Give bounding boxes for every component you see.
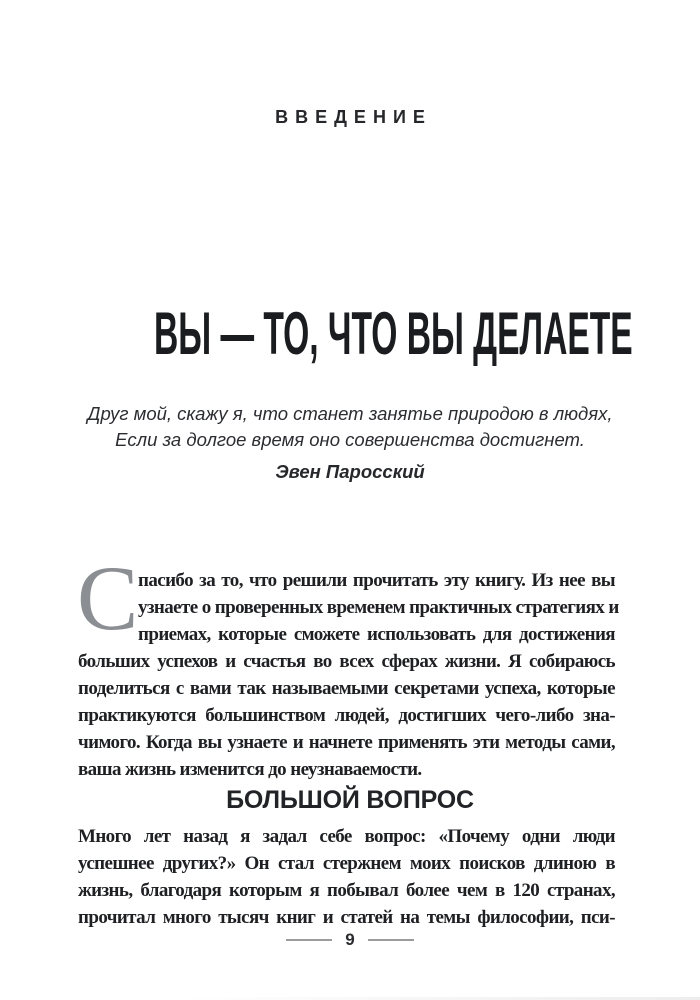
paragraph-line: жизнь, благодаря которым я побывал более чем в 120 странах, [78,880,615,901]
intro-paragraph [78,567,619,783]
paragraph-line: пасибо за то, что решили прочитать эту книгу. Из нее вы [138,570,615,591]
paragraph-line: прочитал много тысяч книг и статей на темы философии, пси- [78,907,615,928]
epigraph-line: Если за долгое время оно совершенства достигнет. [115,428,585,450]
footer-rule-right [368,939,414,941]
epigraph-attribution: Эвен Паросский [275,461,425,482]
paragraph-line: поделиться с вами так называемыми секретами успеха, которые [78,678,615,699]
paragraph-line: чимого. Когда вы узнаете и начнете применять эти методы сами, [78,732,615,753]
chapter-title: ВЫ — ТО, ЧТО ВЫ ДЕЛАЕТЕ [154,300,633,367]
paragraph-line: Много лет назад я задал себе вопрос: «Почему одни люди [78,826,615,847]
epigraph-line: Друг мой, скажу я, что станет занятье природою в людях, [87,403,613,424]
section-heading: БОЛЬШОЙ ВОПРОС [226,786,474,814]
paragraph-line: практикуются большинством людей, достигших чего-либо зна- [78,705,615,726]
epigraph [0,401,700,452]
question-paragraph [78,823,615,931]
paragraph-line: ваша жизнь изменится до неузнаваемости. [78,759,422,780]
page-number: 9 [345,930,355,949]
chapter-kicker: ВВЕДЕНИЕ [275,107,432,127]
paragraph-line: успешнее других?» Он стал стержнем моих поисков длиною в [78,853,615,874]
paragraph-line: приемах, которые сможете использовать для достижения [138,624,615,645]
drop-cap: С [77,547,139,649]
paragraph-line: узнаете о проверенных временем практичных стратегиях и [138,597,619,618]
paragraph-line: больших успехов и счастья во всех сферах жизни. Я собираюсь [78,651,615,672]
footer-rule-left [286,939,332,941]
page-footer [0,931,700,948]
